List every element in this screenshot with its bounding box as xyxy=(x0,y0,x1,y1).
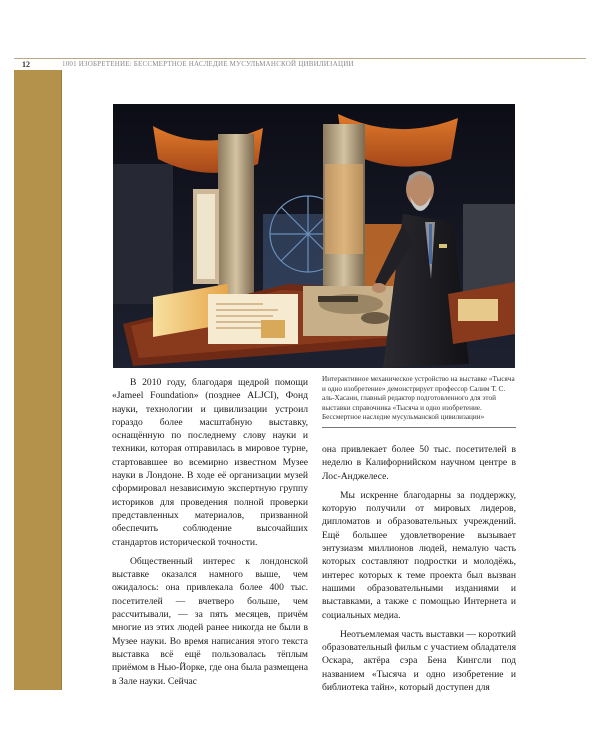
body-paragraph: она привлекает более 50 тыс. посетителей в неделю в Калифорнийском научном центре в Лос-Анджелесе. xyxy=(322,444,516,482)
body-column-right xyxy=(322,443,516,694)
body-column-left xyxy=(112,376,308,688)
page-number: 12 xyxy=(22,60,30,69)
photo-caption: Интерактивное механическое устройство на выставке «Тысяча и одно изобретение» демонстрирует профессор Салим Т. С. аль-Хасани, главный редактор подготовленного для этой выставки справочника «Тысяча и одно изобретение. Бессмертное наследие мусульманской цивилизации» xyxy=(322,375,515,422)
header-rule xyxy=(14,58,586,59)
running-head: 1001 ИЗОБРЕТЕНИЕ: БЕССМЕРТНОЕ НАСЛЕДИЕ МУСУЛЬМАНСКОЙ ЦИВИЛИЗАЦИИ xyxy=(62,60,354,68)
sidebar-edge xyxy=(61,70,62,690)
body-paragraph: Мы искренне благодарны за поддержку, которую получили от мировых лидеров, дипломатов и образовательных учреждений. Ещё большее удовлетворение вызывает энтузиазм миллионов людей, немалую часть которых составляют подростки и молодёжь, интерес которых к теме проекта был вызван нашими образовательными изданиями и выставками, а также с помощью Интернета и социальных медиа. xyxy=(322,489,516,621)
body-paragraph: Общественный интерес к лондонской выставке оказался намного выше, чем ожидалось: она привлекала более 400 тыс. посетителей — вчетверо больше, чем рассчитывали, — за пять месяцев, причём многие из этих людей ранее никогда не были в Музее науки. Во время написания этого текста выставка всё ещё пользовалась тёплым приёмом в Нью-Йорке, где она была размещена в Зале науки. Сейчас xyxy=(112,555,308,687)
body-paragraph: В 2010 году, благодаря щедрой помощи «Jameel Foundation» (позднее ALJCI), Фонд науки, технологии и цивилизации устроил гораздо более масштабную выставку, оснащённую по последнему слову науки и техники, которая отправилась в мировое турне, стартовавшее во всемирно известном Музее науки в Лондоне. В ходе её организации музей сформировал независимую экспертную группу историков для проведения полной проверки представленных материалов, призванной обеспечить соблюдение высочайших стандартов исторической точности. xyxy=(112,377,308,548)
decorative-sidebar xyxy=(14,70,61,690)
exhibition-photo xyxy=(113,104,515,368)
caption-divider xyxy=(322,427,516,428)
body-paragraph: Неотъемлемая часть выставки — короткий образовательный фильм с участием обладателя Оскара, актёра сэра Бена Кингсли под названием «Тысяча и одно изобретение и библиотека тайн», который доступен для xyxy=(322,628,516,694)
exhibition-photo-illustration xyxy=(113,104,515,368)
